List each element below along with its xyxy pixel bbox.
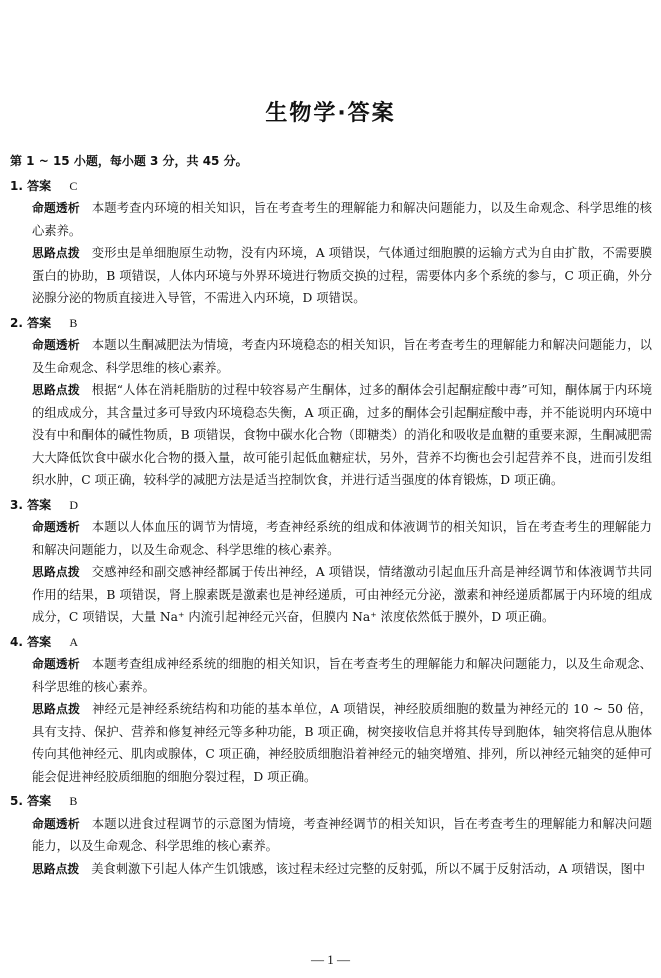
question-header xyxy=(10,631,652,654)
analysis-text: 本题以进食过程调节的示意图为情境，考查神经调节的相关知识，旨在考查考生的理解能力和解决问题能力，以及生命观念、科学思维的核心素养。 xyxy=(32,816,652,853)
hint-paragraph xyxy=(10,242,652,310)
answer-label: 答案 xyxy=(27,634,52,649)
page-number: — 1 — xyxy=(311,952,350,967)
question-1 xyxy=(10,175,652,310)
question-3 xyxy=(10,494,652,629)
answer-value: D xyxy=(69,497,78,512)
hint-text: 交感神经和副交感神经都属于传出神经，A 项错误，情绪激动引起血压升高是神经调节和体液调节共同作用的结果，B 项错误，肾上腺素既是激素也是神经递质，可由神经元分泌，激素和神经递质都属于内环境的组成成分，C 项错误，大量 Na⁺ 内流引起神经元兴奋，但膜内 Na⁺ 浓度依然低于膜外，D 项正确。 xyxy=(32,565,652,624)
question-number: 4. xyxy=(10,634,23,649)
hint-text: 根据“人体在消耗脂肪的过程中较容易产生酮体，过多的酮体会引起酮症酸中毒”可知，酮体属于内环境的组成成分，其含量过多可导致内环境稳态失衡，A 项正确，过多的酮体会引起酮症酸中毒，并不能说明内环境中没有中和酮体的碱性物质，B 项错误，食物中碳水化合物（即糖类）的消化和吸收是血糖的重要来源，生酮减肥需大大降低饮食中碳水化合物的摄入量，故可能引起低血糖症状，另外，营养不均衡也会引起营养不良，进而引发组织水肿，C 项正确，较科学的减肥方法是适当控制饮食，并进行适当强度的体育锻炼，D 项正确。 xyxy=(32,383,652,487)
question-2 xyxy=(10,312,652,492)
question-number: 5. xyxy=(10,794,23,808)
hint-label: 思路点拨 xyxy=(32,702,81,716)
question-header xyxy=(10,494,652,517)
question-number: 2. xyxy=(10,315,23,330)
answer-content xyxy=(10,150,652,880)
hint-paragraph xyxy=(10,379,652,492)
question-header xyxy=(10,790,652,813)
hint-paragraph xyxy=(10,698,652,788)
answer-label: 答案 xyxy=(27,178,52,193)
hint-label: 思路点拨 xyxy=(32,246,80,260)
page-title: 生物学·答案 xyxy=(265,101,396,126)
hint-label: 思路点拨 xyxy=(32,383,80,397)
question-header xyxy=(10,312,652,335)
analysis-label: 命题透析 xyxy=(32,338,80,352)
question-number: 3. xyxy=(10,497,23,512)
analysis-label: 命题透析 xyxy=(32,816,80,831)
analysis-paragraph xyxy=(10,334,652,379)
analysis-paragraph xyxy=(10,516,652,561)
answer-value: A xyxy=(69,634,78,649)
hint-text: 变形虫是单细胞原生动物，没有内环境，A 项错误，气体通过细胞膜的运输方式为自由扩散，不需要膜蛋白的协助，B 项错误，人体内环境与外界环境进行物质交换的过程，需要体内多个系统的参与，C 项正确，外分泌腺分泌的物质直接进入导管，不需进入内环境，D 项错误。 xyxy=(32,246,652,305)
analysis-label: 命题透析 xyxy=(32,201,80,215)
analysis-label: 命题透析 xyxy=(32,657,80,671)
analysis-text: 本题以生酮减肥法为情境，考查内环境稳态的相关知识，旨在考查考生的理解能力和解决问题能力，以及生命观念、科学思维的核心素养。 xyxy=(32,338,652,375)
question-5 xyxy=(10,790,652,880)
question-number: 1. xyxy=(10,178,23,193)
question-header xyxy=(10,175,652,198)
analysis-paragraph xyxy=(10,813,652,858)
hint-label: 思路点拨 xyxy=(32,861,80,876)
hint-label: 思路点拨 xyxy=(32,565,80,579)
answer-value: B xyxy=(69,315,78,330)
analysis-text: 本题以人体血压的调节为情境，考查神经系统的组成和体液调节的相关知识，旨在考查考生的理解能力和解决问题能力，以及生命观念、科学思维的核心素养。 xyxy=(32,520,652,557)
answer-value: B xyxy=(69,794,78,808)
hint-paragraph xyxy=(10,561,652,629)
analysis-paragraph xyxy=(10,197,652,242)
hint-paragraph xyxy=(10,858,652,881)
hint-text: 美食刺激下引起人体产生饥饿感，该过程未经过完整的反射弧，所以不属于反射活动，A 项错误，图中 xyxy=(91,861,646,876)
analysis-text: 本题考查组成神经系统的细胞的相关知识，旨在考查考生的理解能力和解决问题能力，以及生命观念、科学思维的核心素养。 xyxy=(32,657,652,694)
answer-value: C xyxy=(69,178,78,193)
answer-label: 答案 xyxy=(27,794,52,808)
analysis-text: 本题考查内环境的相关知识，旨在考查考生的理解能力和解决问题能力，以及生命观念、科学思维的核心素养。 xyxy=(32,201,652,238)
analysis-label: 命题透析 xyxy=(32,520,80,534)
section-intro: 第 1 ~ 15 小题，每小题 3 分，共 45 分。 xyxy=(10,154,248,168)
answer-label: 答案 xyxy=(27,497,52,512)
question-4 xyxy=(10,631,652,789)
hint-text: 神经元是神经系统结构和功能的基本单位，A 项错误，神经胶质细胞的数量为神经元的 10 ~ 50 倍，具有支持、保护、营养和修复神经元等多种功能，B 项正确，树突接收信息并将其传导到胞体，轴突将信息从胞体传向其他神经元、肌肉或腺体，C 项正确，神经胶质细胞沿着神经元的轴突增殖、排列，所以神经元轴突的延伸可能会促进神经胶质细胞的细胞分裂过程，D 项正确。 xyxy=(32,702,652,784)
analysis-paragraph xyxy=(10,653,652,698)
answer-label: 答案 xyxy=(27,315,52,330)
